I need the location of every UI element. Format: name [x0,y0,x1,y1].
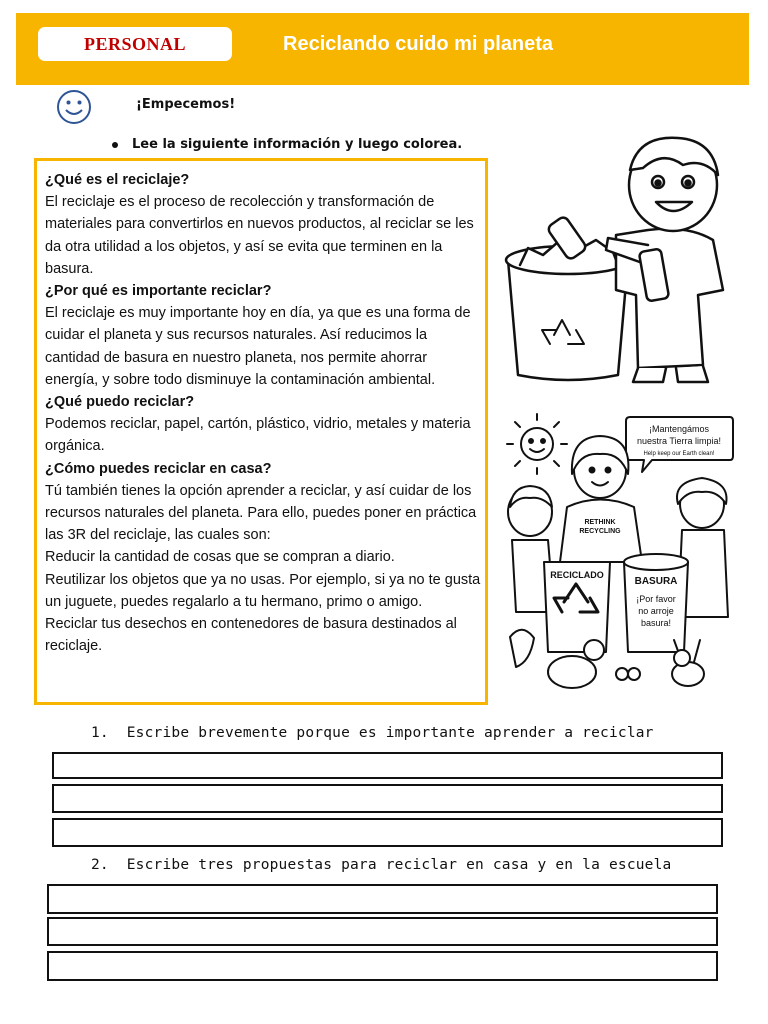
paragraph-text: Podemos reciclar, papel, cartón, plástico, vidrio, metales y materia orgánica. [45,416,471,455]
question-heading: ¿Por qué es importante reciclar? [45,283,272,300]
question-number: 1. [91,725,109,741]
info-box [34,158,488,705]
answer-line[interactable] [47,884,718,914]
paragraph-line: Reducir la cantidad de cosas que se compran a diario. [45,549,395,566]
bin-note-1: ¡Por favor [636,594,676,604]
answer-line[interactable] [52,752,723,779]
paragraph-line: Reutilizar los objetos que ya no usas. Por ejemplo, si ya no te gusta un juguete, puedes regalarlo a tu hermano, primo o amigo. [45,571,481,610]
smiley-icon [56,89,92,125]
answer-line[interactable] [52,818,723,847]
speech-text-2: nuestra Tierra limpia! [636,436,722,446]
question-text: Escribe tres propuestas para reciclar en casa y en la escuela [126,857,672,873]
speech-small: Help keep our Earth clean! [643,451,715,457]
question-heading: ¿Qué es el reciclaje? [45,172,190,188]
answer-line[interactable] [47,951,718,981]
subject-label: PERSONAL [38,27,232,61]
bin-label-recycle: RECICLADO [550,570,604,580]
question-number: 2. [91,857,109,873]
question-1 [91,725,654,741]
answer-line[interactable] [52,784,723,813]
answer-line[interactable] [47,917,718,946]
paragraph-line: Reciclar tus desechos en contenedores de basura destinados al reciclaje. [45,616,457,655]
header-banner [16,13,749,85]
bin-note-2: no arroje [638,606,674,616]
shirt-text-2: RECYCLING [579,528,621,535]
paragraph-text: El reciclaje es el proceso de recolección y transformación de materiales para convertirlos en nuevos productos, al reciclar se les da otra utilidad a los objetos, y así se evita que terminen en la basura. [45,194,474,277]
page-title: Reciclando cuido mi planeta [283,33,554,55]
question-text: Escribe brevemente porque es importante aprender a reciclar [126,725,654,741]
family-recycling-illustration [502,412,734,702]
paragraph-text: El reciclaje es muy importante hoy en día, ya que es una forma de cuidar el planeta y sus recursos naturales. Así reducimos la cantidad de basura en nuestro planeta, nos permite ahorrar energía, y sobre todo disminuye la contaminación ambiental. [45,305,471,388]
question-heading: ¿Cómo puedes reciclar en casa? [45,460,272,477]
instruction-text: Lee la siguiente información y luego colorea. [132,137,463,152]
boy-recycling-illustration [498,130,734,385]
bin-label-trash: BASURA [634,576,678,587]
speech-text: ¡Mantengámos [648,424,710,434]
shirt-text: RETHINK [584,519,616,526]
bin-note-3: basura! [640,618,672,628]
bullet-icon [112,142,118,148]
question-heading: ¿Qué puedo reciclar? [45,394,195,411]
greeting: ¡Empecemos! [136,97,236,112]
paragraph-text: Tú también tienes la opción aprender a reciclar, y así cuidar de los recursos naturales del planeta. Para ello, puedes poner en práctica las 3R del reciclaje, las cuales son: [45,482,477,544]
instruction [112,137,462,152]
question-2 [91,857,671,873]
